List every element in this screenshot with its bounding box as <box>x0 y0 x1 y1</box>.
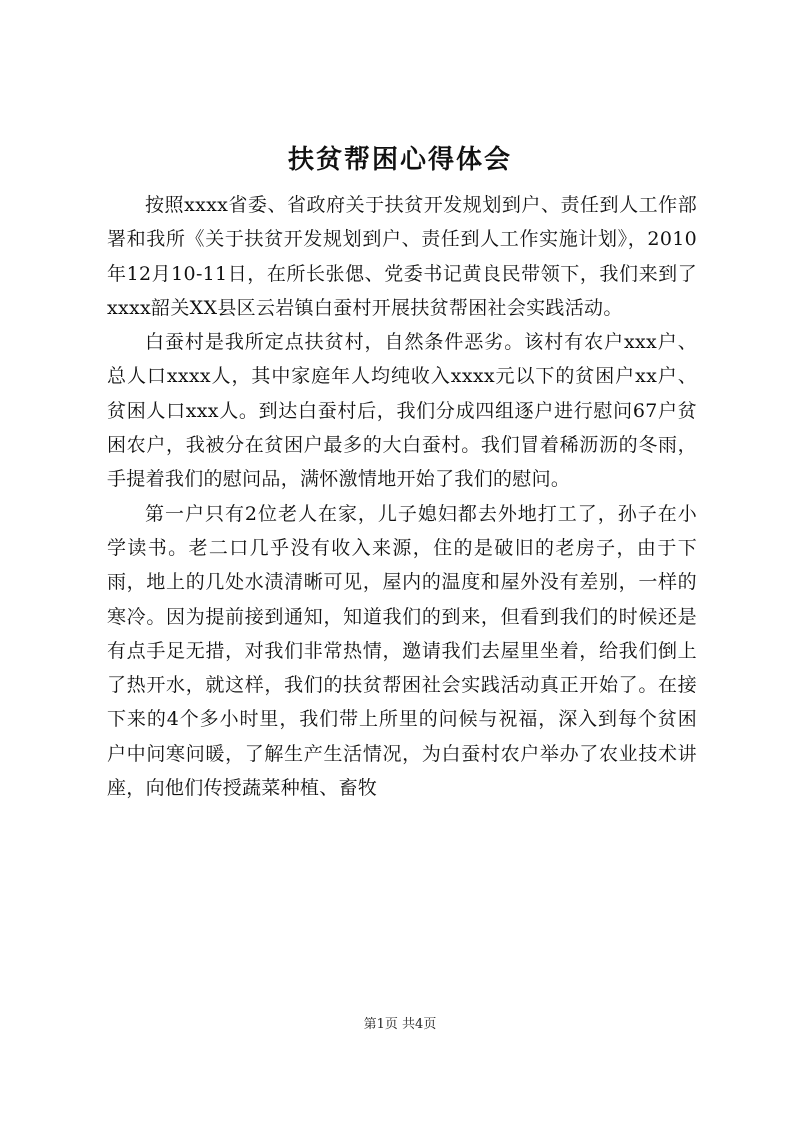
paragraph-1: 按照xxxx省委、省政府关于扶贫开发规划到户、责任到人工作部署和我所《关于扶贫开发规划到户、责任到人工作实施计划》，2010年12月10-11日，在所长张偲、党委书记黄良民带领下，我们来到了xxxx韶关XX县区云岩镇白蚕村开展扶贫帮困社会实践活动。 <box>107 194 697 319</box>
page-number-footer: 第1页 共4页 <box>363 1017 437 1032</box>
document-title: 扶贫帮困心得体会 <box>287 145 512 175</box>
paragraph-3: 第一户只有2位老人在家，儿子媳妇都去外地打工了，孙子在小学读书。老二口几乎没有收入来源，住的是破旧的老房子，由于下雨，地上的几处水渍清晰可见，屋内的温度和屋外没有差别，一样的寒冷。因为提前接到通知，知道我们的到来，但看到我们的时候还是有点手足无措，对我们非常热情，邀请我们去屋里坐着，给我们倒上了热开水，就这样，我们的扶贫帮困社会实践活动真正开始了。在接下来的4个多小时里，我们带上所里的问候与祝福，深入到每个贫困户中问寒问暖，了解生产生活情况，为白蚕村农户举办了农业技术讲座，向他们传授蔬菜种植、畜牧 <box>107 502 697 800</box>
document-body <box>107 188 697 805</box>
paragraph-2: 白蚕村是我所定点扶贫村，自然条件恶劣。该村有农户xxx户、总人口xxxx人，其中家庭年人均纯收入xxxx元以下的贫困户xx户、贫困人口xxx人。到达白蚕村后，我们分成四组逐户进行慰问67户贫困农户，我被分在贫困户最多的大白蚕村。我们冒着稀沥沥的冬雨，手提着我们的慰问品，满怀激情地开始了我们的慰问。 <box>107 331 697 491</box>
